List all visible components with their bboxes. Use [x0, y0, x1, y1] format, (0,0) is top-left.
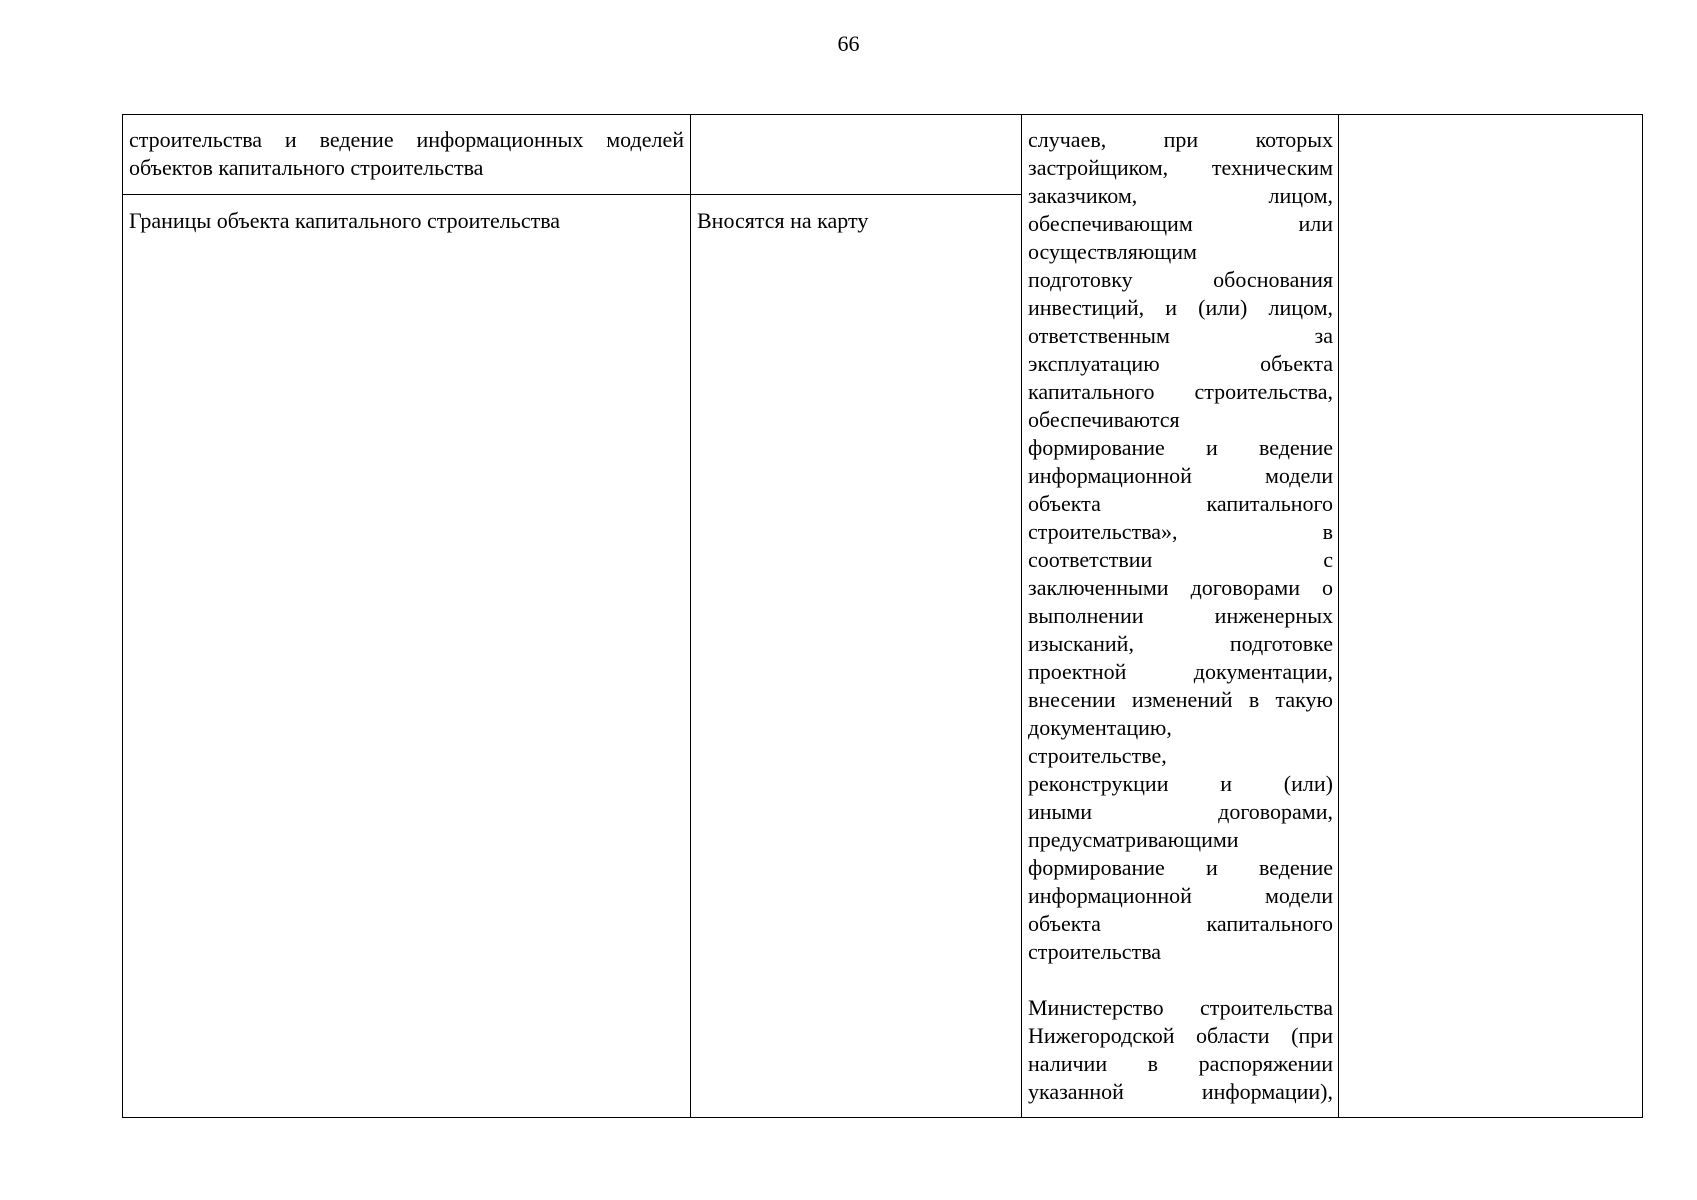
- text-line: формирование и ведение: [1028, 435, 1333, 460]
- col3-paragraph-1: [1028, 126, 1333, 966]
- text-line: строительстве,: [1028, 743, 1167, 768]
- text-line: информационной модели: [1028, 463, 1333, 488]
- text-line: обеспечивающим или: [1028, 211, 1333, 236]
- text-line: строительства: [1028, 939, 1162, 964]
- table-cell-r1c2: [691, 115, 1022, 195]
- text-line: заключенными договорами о: [1028, 575, 1333, 600]
- text-line: соответствии с: [1028, 547, 1333, 572]
- page-number: 66: [837, 31, 860, 56]
- table-cell-r2c2: [691, 195, 1022, 1118]
- text-line: указанной информации),: [1028, 1079, 1333, 1104]
- text-line: Нижегородской области (при: [1028, 1023, 1333, 1048]
- text-line: формирование и ведение: [1028, 855, 1333, 880]
- text-line: инвестиций, и (или) лицом,: [1028, 295, 1333, 320]
- text-line: информационной модели: [1028, 883, 1333, 908]
- text-line: заказчиком, лицом,: [1028, 183, 1333, 208]
- text-line: строительства и ведение информационных моделей: [129, 127, 684, 152]
- text-line: подготовку обоснования: [1028, 267, 1333, 292]
- text-line: строительства», в: [1028, 519, 1333, 544]
- table-cell-r1c1: [123, 115, 691, 195]
- text-line: внесении изменений в такую: [1028, 687, 1333, 712]
- text-line: выполнении инженерных: [1028, 603, 1333, 628]
- text-line: проектной документации,: [1028, 659, 1333, 684]
- text-line: документацию,: [1028, 715, 1172, 740]
- boundary-label: Границы объекта капитального строительства: [129, 208, 561, 233]
- text-line: капитального строительства,: [1028, 379, 1333, 404]
- col3-paragraph-2: [1028, 994, 1333, 1106]
- table-row: [123, 115, 1643, 195]
- table-cell-col4: [1339, 115, 1643, 1118]
- text-line: иными договорами,: [1028, 799, 1333, 824]
- text-line: предусматривающими: [1028, 827, 1239, 852]
- text-line: изысканий, подготовке: [1028, 631, 1333, 656]
- text-line: осуществляющим: [1028, 239, 1197, 264]
- text-line: случаев, при которых: [1028, 127, 1333, 152]
- text-line: обеспечиваются: [1028, 407, 1180, 432]
- text-line: эксплуатацию объекта: [1028, 351, 1333, 376]
- table-cell-col3: [1022, 115, 1339, 1118]
- text-line: Министерство строительства: [1028, 995, 1333, 1020]
- text-line: застройщиком, техническим: [1028, 155, 1333, 180]
- text-line: реконструкции и (или): [1028, 771, 1333, 796]
- text-line: объекта капитального: [1028, 911, 1333, 936]
- text-line: объектов капитального строительства: [129, 155, 484, 180]
- text-line: объекта капитального: [1028, 491, 1333, 516]
- map-entry-note: Вносятся на карту: [697, 208, 869, 233]
- text-line: наличии в распоряжении: [1028, 1051, 1333, 1076]
- table-cell-r2c1: [123, 195, 691, 1118]
- text-line: ответственным за: [1028, 323, 1333, 348]
- document-table: [122, 114, 1643, 1118]
